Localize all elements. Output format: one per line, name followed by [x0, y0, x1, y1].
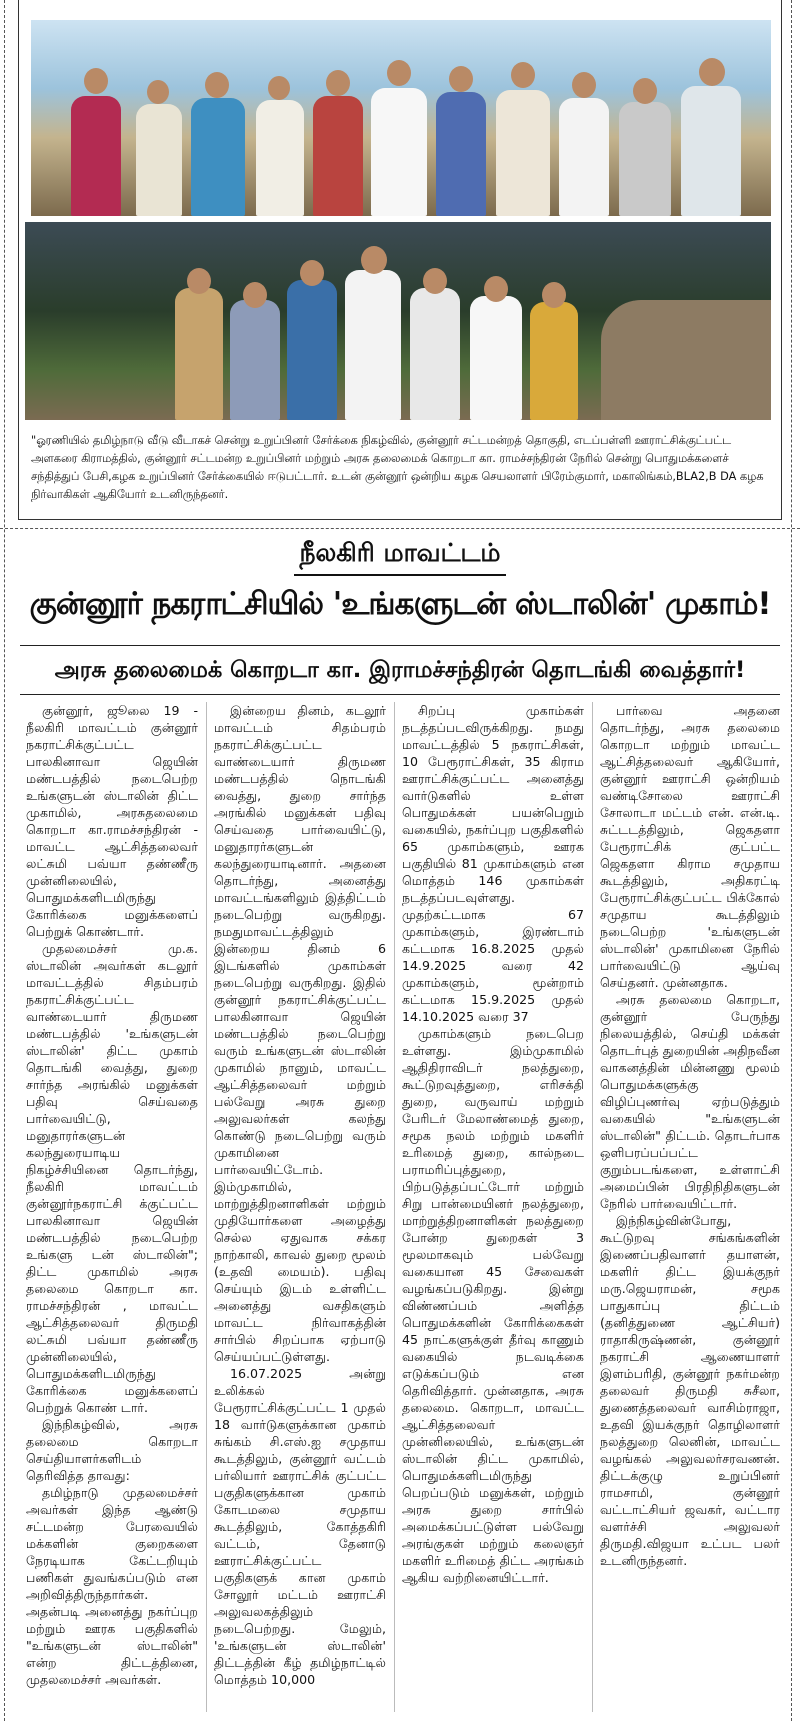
photo-caption: "ஓரணியில் தமிழ்நாடு வீடு வீடாகச் சென்று உறுப்பினர் சேர்க்கை நிகழ்வில், குன்னூர் சட்டமன்றத் தொகுதி, எடப்பள்ளி ஊராட்சிக்குட்பட்ட அளகரை கிராமத்தில், குன்னூர் சட்டமன்ற உறுப்பினர் மற்றும் அரசு தலைமைக் கொறடா கா. ராமச்சந்திரன் நேரில் சென்று பொதுமக்களைச் சந்தித்துப் பேசி,கழக உறுப்பினர் சேர்க்கையில் ஈடுபட்டார். உடன் குன்னூர் ஒன்றிய கழக செயலாளர் பிரேம்குமார், மகாலிங்கம்,BLA2,B DA கழக நிர்வாகிகள் ஆகியோர் உடனிருந்தனர். — [31, 434, 764, 501]
article-column-1 — [26, 702, 198, 1718]
district-kicker: நீலகிரி மாவட்டம் — [294, 538, 507, 576]
article-column-2 — [214, 702, 386, 1718]
paragraph: இன்றைய தினம், கடலூர் மாவட்டம் சிதம்பரம் நகராட்சிக்குட்பட்ட வாண்டையார் திருமண மண்டபத்தில் நொடங்கி வைத்து, துறை சார்ந்த அரங்கில் மனுக்கள் பதிவு செய்வதை பார்வையிட்டு, மனுதாரர்களுடன் கலந்துரையாடினார். அதனை தொடர்ந்து, அனைத்து மாவட்டங்களிலும் இத்திட்டம் நடைபெற்று வருகிறது. நமதுமாவட்டத்திலும் இன்றைய தினம் 6 இடங்களில் முகாம்கள் நடைபெற்று வருகிறது. இதில் குன்னூர் நகராட்சிக்குட்பட்ட பாலகினாவா ஜெயின் மண்டபத்தில் நடைபெற்று வரும் உங்களுடன் ஸ்டாலின் முகாமில் நானும், மாவட்ட ஆட்சித்தலைவர் மற்றும் பல்வேறு அரசு துறை அலுவலர்கள் கலந்து கொண்டு நடைபெற்று வரும் முகாமினை பார்வையிட்டோம். இம்முகாமில், மாற்றுத்திறனாளிகள் மற்றும் முதியோர்களை அழைத்து செல்ல ஏதுவாக சக்கர நாற்காலி, காவல் துறை மூலம் (உதவி மையம்). பதிவு செய்யும் இடம் உள்ளிட்ட அனைத்து வசதிகளும் மாவட்ட நிர்வாகத்தின் சார்பில் சிறப்பாக ஏற்பாடு செய்யப்பட்டுள்ளது. — [214, 703, 386, 1364]
headline: குன்னூர் நகராட்சியில் 'உங்களுடன் ஸ்டாலின்' முகாம்! — [29, 586, 771, 622]
column-rule — [394, 702, 395, 1712]
article-column-4 — [600, 702, 780, 1718]
paragraph: குன்னூர், ஜூலை 19 - நீலகிரி மாவட்டம் குன்னூர் நகராட்சிக்குட்பட்ட பாலகினாவா ஜெயின் மண்டபத்தில் நடைபெற்ற உங்களுடன் ஸ்டாலின் திட்ட முகாமில், அரசுதலைமை கொறடா கா.ராமச்சந்திரன் - மாவட்ட ஆட்சித்தலைவர் லட்சுமி பவ்யா தண்ணீரு முன்னிலையில், பொதுமக்களிடமிருந்து கோரிக்கை மனுக்களைப் பெற்றுக் கொண்டார். — [26, 703, 198, 939]
paragraph: முதலமைச்சர் மு.க. ஸ்டாலின் அவர்கள் கடலூர் மாவட்டத்தில் சிதம்பரம் நகராட்சிக்குட்பட்ட வாண்டையார் திருமண மண்டபத்தில் 'உங்களுடன் ஸ்டாலின்' திட்ட முகாம் தொடங்கி வைத்து, துறை சார்ந்த அரங்கில் மனுக்கள் பதிவு செய்வதை பார்வையிட்டு, மனுதாரர்களுடன் கலந்துரையாடிய நிகழ்ச்சியினை தொடர்ந்து, நீலகிரி மாவட்டம் குன்னூர்நகராட்சி க்குட்பட்ட பாலகினாவா ஜெயின் மண்டபத்தில் நடைபெற்ற உங்களு டன் ஸ்டாலின்"; திட்ட முகாமில் அரசு தலைமை கொறடா கா. ராமச்சந்திரன் , மாவட்ட ஆட்சித்தலைவர் திருமதி லட்சுமி பவ்யா தண்ணீரு முன்னிலையில், பொதுமக்களிடமிருந்து கோரிக்கை மனுக்களைப் பெற்றுக் கொண் டார். — [26, 941, 198, 1415]
headline-rule — [20, 645, 780, 646]
column-rule — [592, 702, 593, 1712]
kicker-wrap — [0, 538, 800, 576]
paragraph: அரசு தலைமை கொறடா, குன்னூர் பேருந்து நிலையத்தில், செய்தி மக்கள் தொடர்புத் துறையின் அதிநவீன வாகனத்தின் மின்னணு மூலம் பொதுமக்களுக்கு விழிப்புணர்வு ஏற்படுத்தும் வகையில் "உங்களுடன் ஸ்டாலின்" திட்டம். தொடர்பாக ஒளிபரப்பப்பட்ட குறும்படங்களை, உள்ளாட்சி அமைப்பின் பிரதிநிதிகளுடன் நேரில் பார்வையிட்டார். — [600, 992, 780, 1211]
subhead-rule — [20, 694, 780, 695]
photo-meeting-public — [25, 222, 771, 420]
paragraph: 16.07.2025 அன்று உலிக்கல் பேரூராட்சிக்குட்பட்ட 1 முதல் 18 வார்டுகளுக்கான முகாம் சுங்கம் சி.எஸ்.ஐ சமுதாய கூடத்திலும், குன்னூர் வட்டம் பர்லியார் ஊராட்சிக் குட்பட்ட பகுதிகளுக்கான முகாம் கோடமலை சமுதாய கூடத்திலும், கோத்தகிரி வட்டம், தேனாடு ஊராட்சிக்குட்பட்ட பகுதிகளுக் கான முகாம் சோலூர் மட்டம் ஊராட்சி அலுவலகத்திலும் நடைபெற்றது. மேலும், 'உங்களுடன் ஸ்டாலின்' திட்டத்தின் கீழ் தமிழ்நாட்டில் மொத்தம் 10,000 — [214, 1366, 386, 1687]
paragraph: முகாம்களும் நடைபெற உள்ளது. இம்முகாமில் ஆதிதிராவிடர் நலத்துறை, கூட்டுறவுத்துறை, எரிசக்தி துறை, வருவாய் மற்றும் பேரிடர் மேலாண்மைத் துறை, சமூக நலம் மற்றும் மகளிர் உரிமைத் துறை, கால்நடை பராமரிப்புத்துறை, பிற்படுத்தப்பட்டோர் மற்றும் சிறு பான்மையினர் நலத்துறை, மாற்றுத்திறனாளிகள் நலத்துறை போன்ற துறைகள் 3 மூலமாகவும் பல்வேறு வகையான 45 சேவைகள் வழங்கப்படுகிறது. இன்று விண்ணப்பம் அளித்த பொதுமக்களின் கோரிக்கைகள் 45 நாட்களுக்குள் தீர்வு காணும் வகையில் நடவடிக்கை எடுக்கப்படும் என தெரிவித்தார். முன்னதாக, அரசு தலைமை. கொறடா, மாவட்ட ஆட்சித்தலைவர் முன்னிலையில், உங்களுடன் ஸ்டாலின் திட்ட முகாமில், பொதுமக்களிடமிருந்து பெறப்படும் மனுக்கள், மற்றும் அரசு துறை சார்பில் அமைக்கப்பட்டுள்ள பல்வேறு அரங்குகள் மற்றும் கலைஞர் மகளிர் உரிமைத் திட்ட அரங்கம் ஆகிய வற்றினையிட்டார். — [402, 1026, 584, 1585]
paragraph: பார்வை அதனை தொடர்ந்து, அரசு தலைமை கொறடா மற்றும் மாவட்ட ஆட்சித்தலைவர் ஆகியோர், குன்னூர் ஊராட்சி ஒன்றியம் வண்டிசோலை ஊராட்சி சோலாடா மட்டம் என். என்.டி. சுட்டடத்திலும், ஜெகதளா பேரூராட்சிக் குட்பட்ட ஜெகதளா கிராம சமுதாய கூடத்திலும், அதிகரட்டி பேரூராட்சிக்குட்பட்ட பிக்கோல் சமுதாய கூடத்திலும் நடைபெற்ற 'உங்களுடன் ஸ்டாலின்' முகாமினை நேரில் பார்வையிட்டு ஆய்வு செய்தனர். முன்னதாக. — [600, 703, 780, 990]
column-rule — [206, 702, 207, 1712]
paragraph: சிறப்பு முகாம்கள் நடத்தப்படவிருக்கிறது. நமது மாவட்டத்தில் 5 நகராட்சிகள், 10 பேரூராட்சிகள், 35 கிராம ஊராட்சிக்குட்பட்ட அனைத்து வார்டுகளில் உள்ள பொதுமக்கள் பயன்பெறும் வகையில், நகர்ப்புற பகுதிகளில் 65 முகாம்களும், ஊரக பகுதியில் 81 முகாம்களும் என மொத்தம் 146 முகாம்கள் நடத்தப்படவுள்ளது. முதற்கட்டமாக 67 முகாம்களும், இரண்டாம் கட்டமாக 16.8.2025 முதல் 14.9.2025 வரை 42 முகாம்களும், மூன்றாம் கட்டமாக 15.9.2025 முதல் 14.10.2025 வரை 37 — [402, 703, 584, 1024]
photo-door-to-door-campaign — [31, 20, 771, 216]
subheadline: அரசு தலைமைக் கொறடா கா. இராமச்சந்திரன் தொடங்கி வைத்தார்! — [54, 657, 746, 683]
paragraph: இந்நிகழ்வில், அரசு தலைமை கொறடா செய்தியாளர்களிடம் தெரிவித்த தாவது: — [26, 1417, 198, 1483]
paragraph: இந்நிகழ்வின்போது, கூட்டுறவு சங்கங்களின் இணைப்பதிவாளர் தயாளன், மகளிர் திட்ட இயக்குநர் மரு.ஜெயராமன், சமூக பாதுகாப்பு திட்டம் (தனித்துணை ஆட்சியர்) ராதாகிருஷ்ணன், குன்னூர் நகராட்சி ஆணையாளர் இளம்பரிதி, குன்னூர் நகர்மன்ற தலைவர் திருமதி சுசீலா, துணைத்தலைவர் வாசிம்ராஜா, உதவி இயக்குநர் தொழிலாளர் நலத்துறை லெனின், மாவட்ட வழங்கல் அலுவலர்சரவணன். திட்டக்குழு உறுப்பினர் ராமசாமி, குன்னூர் வட்டாட்சியர் ஜவகர், வட்டார வளர்ச்சி அலுவலர் திருமதி.விஜயா உட்பட பலர் உடனிருந்தனர். — [600, 1213, 780, 1568]
section-divider — [0, 528, 800, 529]
paragraph: தமிழ்நாடு முதலமைச்சர் அவர்கள் இந்த ஆண்டு சட்டமன்ற பேரவையில் மக்களின் குறைகளை நேரடியாக கேட்டறியும் பணிகள் துவங்கப்படும் என அறிவித்திருந்தார்கள். அதன்படி அனைத்து நகர்ப்புற மற்றும் ஊரக பகுதிகளில் "உங்களுடன் ஸ்டாலின்" என்ற திட்டத்தினை, முதலமைச்சர் அவர்கள். — [26, 1485, 198, 1687]
photo-box — [18, 0, 782, 520]
article-column-3 — [402, 702, 584, 1718]
